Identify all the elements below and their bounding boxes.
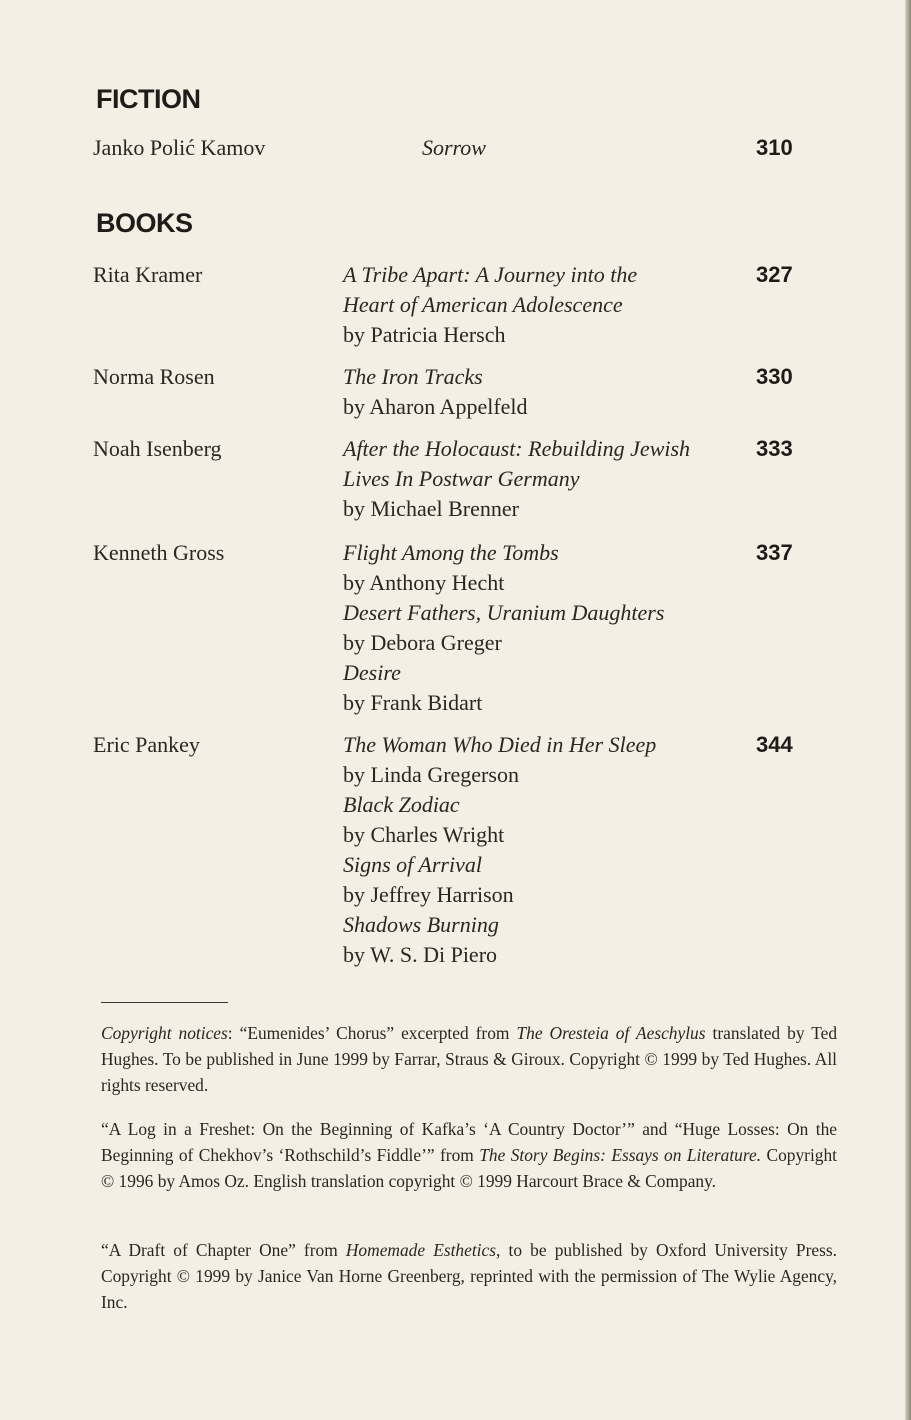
footnote-rule: [101, 1002, 228, 1003]
entry-page-number: 333: [756, 436, 793, 461]
book-title-line: Desire: [343, 660, 401, 685]
book-author-line: by Aharon Appelfeld: [343, 394, 528, 419]
entry-author: Eric Pankey: [93, 732, 200, 757]
book-author-line: by Charles Wright: [343, 822, 505, 847]
book-author-line: by Debora Greger: [343, 630, 502, 655]
entry-author: Kenneth Gross: [93, 540, 225, 565]
entry-works: [343, 434, 743, 524]
fiction-heading: FICTION: [96, 84, 201, 114]
entry-works: [343, 730, 743, 970]
entry-works: [343, 362, 743, 422]
book-title-line: A Tribe Apart: A Journey into the: [343, 262, 638, 287]
entry-page-number: 330: [756, 364, 793, 389]
book-author-line: by Anthony Hecht: [343, 570, 505, 595]
book-author-line: by W. S. Di Piero: [343, 942, 498, 967]
copyright-notice: Copyright notices: “Eumenides’ Chorus” excerpted from The Oresteia of Aeschylus translated by Ted Hughes. To be published in June 1999 by Farrar, Straus & Giroux. Copyright © 1999 by Ted Hughes. All rights reserved.: [101, 1023, 838, 1095]
book-title-line: The Woman Who Died in Her Sleep: [343, 732, 657, 757]
notice-label: Copyright notices: [101, 1023, 228, 1043]
copyright-notice: “A Draft of Chapter One” from Homemade Esthetics, to be published by Oxford University Press. Copyright © 1999 by Janice Van Horne Greenberg, reprinted with the permission of The Wylie Agency, Inc.: [101, 1240, 837, 1312]
book-title-line: After the Holocaust: Rebuilding Jewish: [343, 436, 691, 461]
entry-works: [343, 260, 743, 350]
book-author-line: by Patricia Hersch: [343, 322, 506, 347]
book-title-line: The Iron Tracks: [343, 364, 483, 389]
entry-page-number: 310: [756, 135, 793, 160]
entry-author: Janko Polić Kamov: [93, 135, 266, 160]
entry-page-number: 344: [756, 732, 793, 757]
entry-title: Sorrow: [422, 135, 486, 160]
book-author-line: by Jeffrey Harrison: [343, 882, 514, 907]
entry-works: [343, 538, 743, 718]
books-heading: BOOKS: [96, 208, 193, 238]
entry-author: Rita Kramer: [93, 262, 203, 287]
entry-author: Noah Isenberg: [93, 436, 222, 461]
copyright-notice: “A Log in a Freshet: On the Beginning of Kafka’s ‘A Country Doctor’” and “Huge Losses: On the Beginning of Chekhov’s ‘Rothschild’s Fiddle’” from The Story Begins: Essays on Literature. Copyright © 1996 by Amos Oz. English translation copyright © 1999 Harcourt Brace & Company.: [101, 1119, 838, 1191]
book-title-line: Lives In Postwar Germany: [343, 466, 580, 491]
book-author-line: by Frank Bidart: [343, 690, 483, 715]
entry-page-number: 327: [756, 262, 793, 287]
entry-page-number: 337: [756, 540, 793, 565]
book-author-line: by Linda Gregerson: [343, 762, 519, 787]
page-edge: [905, 0, 911, 1420]
book-title-line: Shadows Burning: [343, 912, 499, 937]
book-title-line: Desert Fathers, Uranium Daughters: [343, 600, 665, 625]
book-title-line: Flight Among the Tombs: [343, 540, 559, 565]
book-author-line: by Michael Brenner: [343, 496, 519, 521]
entry-author: Norma Rosen: [93, 364, 215, 389]
book-title-line: Heart of American Adolescence: [343, 292, 623, 317]
book-title-line: Black Zodiac: [343, 792, 460, 817]
book-title-line: Signs of Arrival: [343, 852, 482, 877]
